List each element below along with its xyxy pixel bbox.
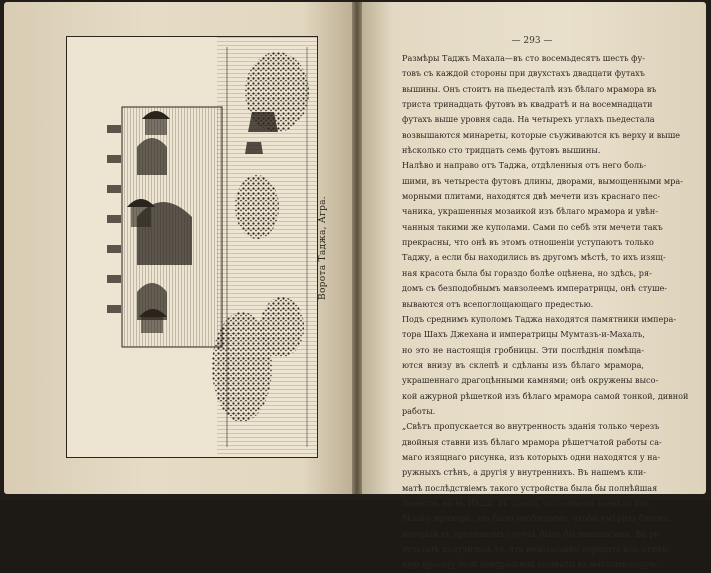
engraving-plate [66,36,318,458]
text-line: Таджу, а если бы находились въ другомъ мѣстѣ, то ихъ изящ- [402,252,666,263]
text-line: украшеннаго драгоцѣнными камнями; онѣ окружены высо- [402,375,659,386]
text-line: ются внизу въ склепѣ и сдѣланы изъ бѣлаго мрамора, [402,359,644,370]
page-body-text [390,51,689,573]
paragraph [390,312,689,419]
text-line: работы. [402,405,436,416]
taj-gate-engraving [67,37,317,457]
text-line: нѣсколько сто тридцать семь футовъ вышины. [402,145,601,156]
text-line: товъ съ каждой стороны при двухстахъ двадцати футахъ [402,68,645,79]
paragraph [390,419,672,572]
text-line: тора Шахъ Джехана и императрицы Мумтазъ-и-Махалъ, [402,329,645,340]
text-line: ружныхъ стѣнъ, а другія у внутреннихъ. Въ нашемъ кли- [402,467,647,478]
text-line: вышины. Онъ стоитъ на пьедесталѣ изъ бѣлаго мрамора въ [402,83,657,94]
text-line: двойныя ставни изъ бѣлаго мрамора рѣшетчатой работы са- [402,436,662,447]
text-line: ную красоту этой центральной комнаты въ мягкомъ полум- [402,559,659,570]
text-line: чанныя такими же куполами. Сами по себѣ эти мечети такъ [402,221,663,232]
text-line: прекрасны, что онѣ въ этомъ отношеніи уступаютъ только [402,237,654,248]
text-line: триста тринадцать футовъ въ квадратѣ и на восемнадцати [402,99,653,110]
text-line: возвышаются минареты, которые съуживаются къ верху и выше [402,129,681,140]
text-line: кой ажурной рѣшеткой изъ бѣлаго мрамора самой тонкой, дивной [402,390,689,401]
text-line: шими, въ четыреста футовъ длины, дворами, вымощенными мра- [402,175,683,186]
text-line: вываются отъ всепоглощающаго предестью. [402,298,594,309]
text-line: морными плитами, находятся двѣ мечети изъ краснаго пес- [402,191,661,202]
text-line: Подъ среднимъ куполомъ Таджа находятся памятники импера- [402,313,677,324]
text-line: футахъ выше уровня сада. На четырехъ углахъ пьедестала [402,114,655,125]
paragraph [390,158,683,311]
text-line: темнота, но въ Индіи, въ зданіи, состоящемъ всецѣло изъ [402,497,650,508]
text-line: но это не настоящія гробницы. Эти послѣднія помѣща- [402,344,644,355]
book-gutter [352,2,362,494]
text-line: Размѣры Таджъ Махала—въ сто восемьдесятъ шесть фу- [402,53,645,63]
illustration-caption: Ворота Таджа, Агра. [318,196,328,300]
text-line: бѣлаго мрамора, это было необходимо, чтобы умѣрить блескъ, [402,513,672,524]
text-line: ная красота была бы гораздо болѣе оцѣнена, но здѣсь, ря- [402,267,652,278]
text-line: „Свѣтъ пропускается во внутренность зданія только черезъ [402,421,660,432]
text-line: матѣ послѣдствіемъ такого устройства была бы полнѣйшая [402,482,658,493]
text-line: который въ противномъ случаѣ былъ бы невыносимъ. Въ ре- [402,528,662,539]
text-line: Налѣво и направо отъ Таджа, отдѣленныя отъ него боль- [402,160,647,171]
text-line: чаника, украшенныя мозаикой изъ бѣлаго мрамора и увѣн- [402,206,659,217]
text-line: домъ съ безподобнымъ мавзолеемъ императрицы, онѣ стуше- [402,283,668,294]
page-number: — 293 — [511,36,553,46]
text-line: маго изящнаго рисунка, изъ которыхъ одни находятся у на- [402,451,661,462]
text-line: зультатѣ получилось то, что невозможно передать всю отмѣн- [402,544,671,554]
paragraph [390,51,681,158]
